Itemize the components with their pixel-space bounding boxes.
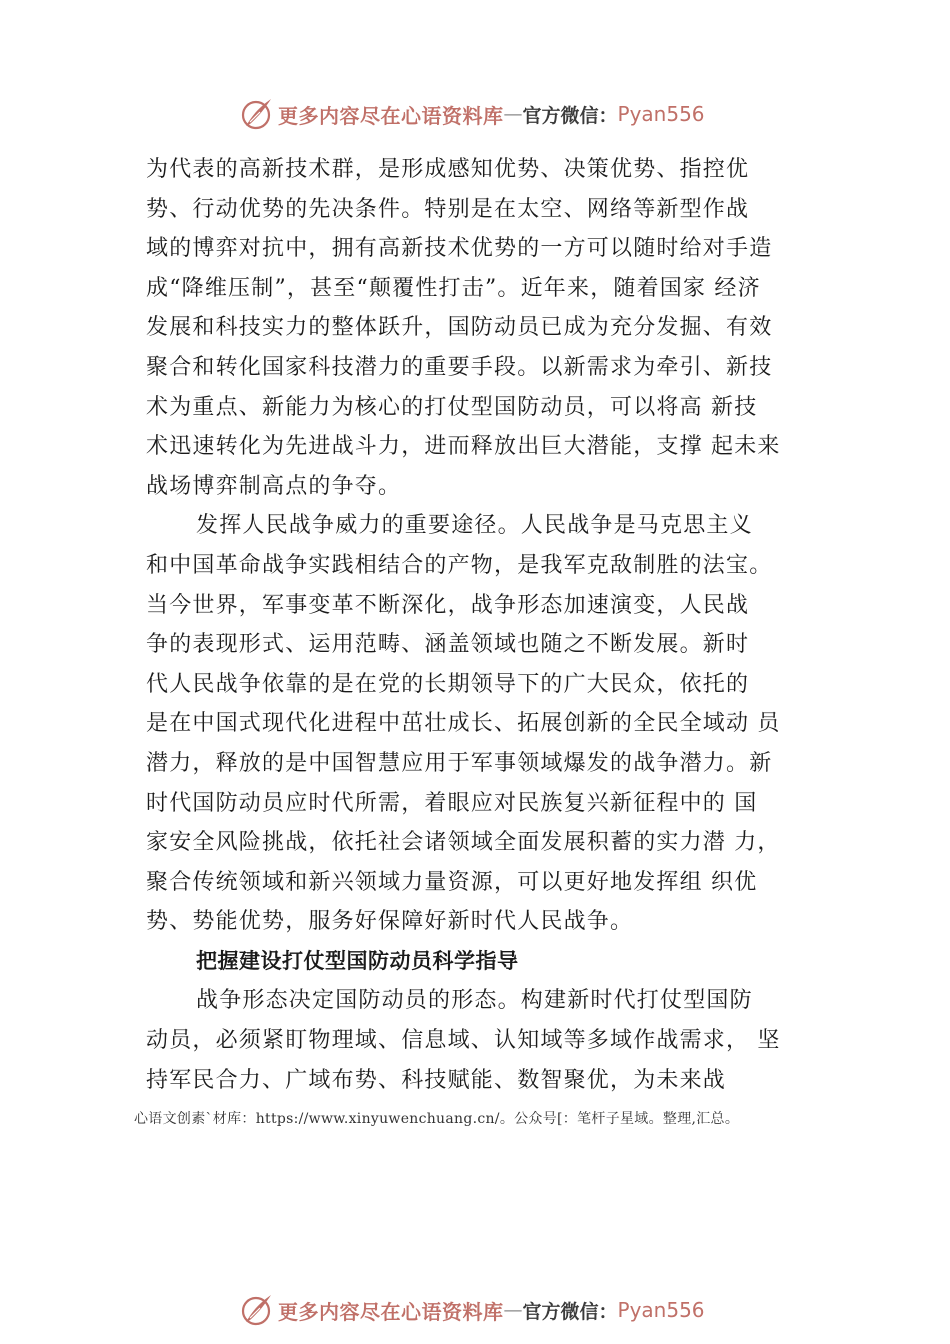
banner-separator: — [503,103,523,125]
body-line: 潜力，释放的是中国智慧应用于军事领域爆发的战争潜力。新 [146,750,773,776]
body-line: 战争形态决定国防动员的形态。构建新时代打仗型国防 [196,988,753,1014]
banner-wechat-label: 官方微信： [522,104,618,127]
section-heading: 把握建设打仗型国防动员科学指导 [196,948,519,973]
body-line: 争的表现形式、运用范畴、涵盖领域也随之不断发展。新时 [146,632,750,658]
body-line: 持军民合力、广域布势、科技赋能、数智聚优，为未来战 [146,1067,727,1093]
body-line: 代人民战争依靠的是在党的长期领导下的广大民众，依托的 [146,671,750,697]
body-line: 战场博弈制高点的争夺。 [146,473,402,499]
banner-wechat-id: Pyan556 [617,1298,705,1322]
body-line: 为代表的高新技术群，是形成感知优势、决策优势、指控优 [146,157,750,182]
banner-wechat-id: Pyan556 [617,102,705,126]
body-line: 域的博弈对抗中，拥有高新技术优势的一方可以随时给对手造 [146,236,773,262]
body-line: 动员，必须紧盯物理域、信息域、认知域等多域作战需求， 坚 [146,1028,781,1054]
body-line: 当今世界，军事变革不断深化，战争形态加速演变，人民战 [146,592,750,618]
footer-banner [238,1290,705,1330]
quill-logo-icon [238,1292,274,1328]
body-line: 和中国革命战争实践相结合的产物，是我军克敌制胜的法宝。 [146,552,773,578]
body-line: 势、行动优势的先决条件。特别是在太空、网络等新型作战 [146,196,750,222]
body-line: 术为重点、新能力为核心的打仗型国防动员，可以将高 新技 [146,394,758,420]
body-line: 家安全风险挑战，依托社会诸领域全面发展积蓄的实力潜 力， [146,830,781,856]
quill-logo-icon [238,96,274,132]
banner-wechat-label: 官方微信： [522,1300,618,1323]
body-line: 势、势能优势，服务好保障好新时代人民战争。 [146,909,634,935]
document-body [146,150,846,1100]
footer-source-note: 心语文创素`材库：https://www.xinyuwenchuang.cn/。公众号[：笔杆子星域。整理,汇总。 [134,1111,740,1127]
banner-title: 更多内容尽在心语资料库 [278,103,504,128]
body-line: 发挥人民战争威力的重要途径。人民战争是马克思主义 [196,513,753,539]
banner-separator: — [503,1299,523,1321]
body-line: 成“降维压制”，甚至“颠覆性打击”。近年来，随着国家 经济 [146,275,761,301]
body-line: 是在中国式现代化进程中茁壮成长、拓展创新的全民全域动 员 [146,711,781,737]
body-line: 聚合传统领域和新兴领域力量资源，可以更好地发挥组 织优 [146,869,758,895]
body-line: 时代国防动员应时代所需，着眼应对民族复兴新征程中的 国 [146,790,758,816]
banner-title: 更多内容尽在心语资料库 [278,1299,504,1324]
header-banner [238,94,705,134]
body-line: 发展和科技实力的整体跃升，国防动员已成为充分发掘、有效 [146,315,773,341]
body-line: 聚合和转化国家科技潜力的重要手段。以新需求为牵引、新技 [146,354,773,380]
body-line: 术迅速转化为先进战斗力，进而释放出巨大潜能，支撑 起未来 [146,434,781,460]
